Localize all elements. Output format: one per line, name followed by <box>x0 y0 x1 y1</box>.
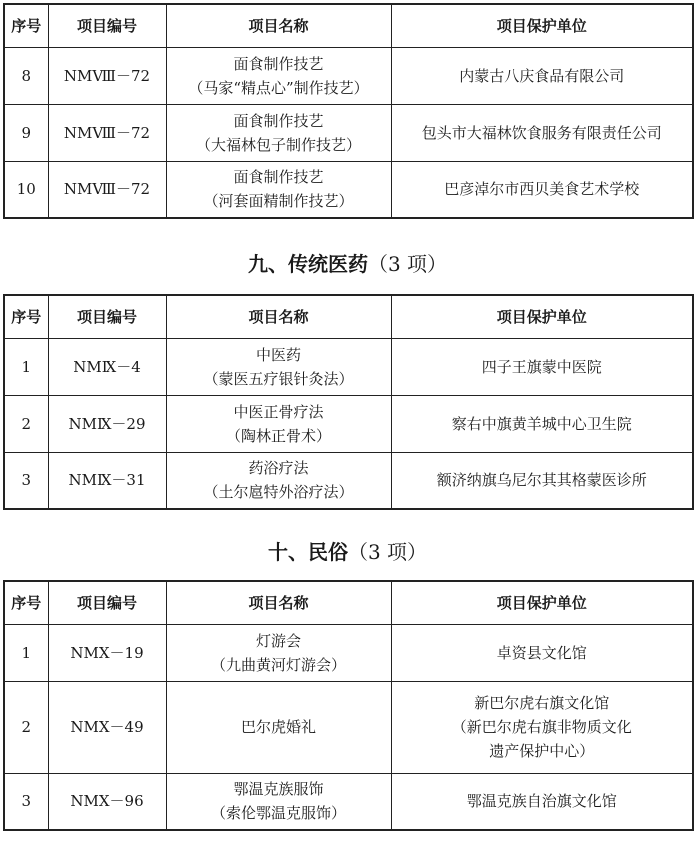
header-seq: 序号 <box>4 581 48 624</box>
cell-unit <box>391 395 693 452</box>
cell-seq: 9 <box>4 104 48 161</box>
cell-code: NMⅨ－29 <box>48 395 166 452</box>
cell-code: NMⅧ－72 <box>48 161 166 218</box>
cell-code: NMⅩ－96 <box>48 773 166 830</box>
cell-name-line: （陶林正骨术） <box>225 426 331 445</box>
cell-name-line: 灯游会 <box>255 631 301 650</box>
cell-unit-line: 卓资县文化馆 <box>496 643 587 662</box>
cell-unit <box>391 338 693 395</box>
cell-unit <box>391 681 693 773</box>
header-seq: 序号 <box>4 295 48 338</box>
cell-unit <box>391 161 693 218</box>
section-title-folk-customs <box>0 536 695 565</box>
cell-unit-line: 鄂温克族自治旗文化馆 <box>466 792 617 811</box>
section-title-text: 九、传统医药 <box>247 252 368 276</box>
cell-seq: 3 <box>4 452 48 509</box>
cell-name-line: 中医正骨疗法 <box>233 402 324 421</box>
header-name: 项目名称 <box>166 581 391 624</box>
cell-name-line: 巴尔虎婚礼 <box>240 718 316 736</box>
header-name: 项目名称 <box>166 4 391 47</box>
header-code: 项目编号 <box>48 4 166 47</box>
cell-unit-line: 察右中旗黄羊城中心卫生院 <box>451 414 632 433</box>
table-header-row <box>4 295 693 338</box>
cell-name <box>166 624 391 681</box>
cell-unit-line: 巴彦淖尔市西贝美食艺术学校 <box>444 180 640 199</box>
cell-unit-line: 内蒙古八庆食品有限公司 <box>459 66 625 85</box>
cell-unit-line: 四子王旗蒙中医院 <box>481 357 602 376</box>
cell-name-line: （土尔扈特外浴疗法） <box>203 483 354 502</box>
cell-name-line: （索伦鄂温克服饰） <box>210 804 346 823</box>
header-seq: 序号 <box>4 4 48 47</box>
cell-seq: 1 <box>4 624 48 681</box>
cell-name <box>166 338 391 395</box>
header-name: 项目名称 <box>166 295 391 338</box>
cell-unit-line: （新巴尔虎右旗非物质文化 <box>451 718 632 736</box>
cell-name <box>166 681 391 773</box>
table-row <box>4 104 693 161</box>
header-code: 项目编号 <box>48 295 166 338</box>
cell-seq: 2 <box>4 395 48 452</box>
cell-unit <box>391 104 693 161</box>
cell-seq: 10 <box>4 161 48 218</box>
section-count: （3 项） <box>347 540 428 564</box>
cell-name-line: （马家“精点心”制作技艺） <box>188 78 369 97</box>
section-title-text: 十、民俗 <box>267 540 348 564</box>
header-unit: 项目保护单位 <box>391 4 693 47</box>
cell-name <box>166 452 391 509</box>
cell-unit-line: 额济纳旗乌尼尔其其格蒙医诊所 <box>436 471 647 490</box>
cell-unit <box>391 452 693 509</box>
cell-name-line: 鄂温克族服饰 <box>233 780 324 799</box>
table-row <box>4 47 693 104</box>
table-header-row <box>4 581 693 624</box>
table-header-row <box>4 4 693 47</box>
cell-code: NMⅨ－4 <box>48 338 166 395</box>
table-row <box>4 161 693 218</box>
cell-name-line: （蒙医五疗银针灸法） <box>203 369 354 388</box>
table-row <box>4 681 693 773</box>
table-row <box>4 624 693 681</box>
cell-code: NMⅧ－72 <box>48 104 166 161</box>
cell-name <box>166 47 391 104</box>
cell-unit <box>391 773 693 830</box>
heritage-table-folk <box>3 580 694 831</box>
cell-name <box>166 395 391 452</box>
cell-unit-line: 包头市大福林饮食服务有限责任公司 <box>421 123 662 142</box>
cell-unit-line: 新巴尔虎右旗文化馆 <box>474 694 610 712</box>
cell-name-line: （河套面精制作技艺） <box>203 192 354 211</box>
table-row <box>4 773 693 830</box>
header-unit: 项目保护单位 <box>391 295 693 338</box>
cell-name <box>166 773 391 830</box>
header-code: 项目编号 <box>48 581 166 624</box>
cell-name-line: （大福林包子制作技艺） <box>195 135 361 154</box>
cell-name-line: 药浴疗法 <box>248 459 309 478</box>
cell-seq: 2 <box>4 681 48 773</box>
cell-name-line: （九曲黄河灯游会） <box>210 655 346 674</box>
cell-name-line: 中医药 <box>255 345 301 364</box>
heritage-table-food <box>3 3 694 219</box>
cell-seq: 8 <box>4 47 48 104</box>
cell-name-line: 面食制作技艺 <box>233 168 324 187</box>
cell-code: NMⅩ－19 <box>48 624 166 681</box>
section-title-traditional-medicine <box>0 248 695 277</box>
cell-unit <box>391 47 693 104</box>
header-unit: 项目保护单位 <box>391 581 693 624</box>
cell-name <box>166 104 391 161</box>
cell-unit-line: 遗产保护中心） <box>489 742 595 760</box>
cell-name-line: 面食制作技艺 <box>233 54 324 73</box>
table-row <box>4 338 693 395</box>
cell-name <box>166 161 391 218</box>
cell-code: NMⅨ－31 <box>48 452 166 509</box>
table-row <box>4 452 693 509</box>
cell-code: NMⅩ－49 <box>48 681 166 773</box>
cell-code: NMⅧ－72 <box>48 47 166 104</box>
cell-unit <box>391 624 693 681</box>
cell-seq: 1 <box>4 338 48 395</box>
table-row <box>4 395 693 452</box>
section-count: （3 项） <box>367 252 448 276</box>
heritage-table-medicine <box>3 294 694 510</box>
cell-seq: 3 <box>4 773 48 830</box>
cell-name-line: 面食制作技艺 <box>233 111 324 130</box>
